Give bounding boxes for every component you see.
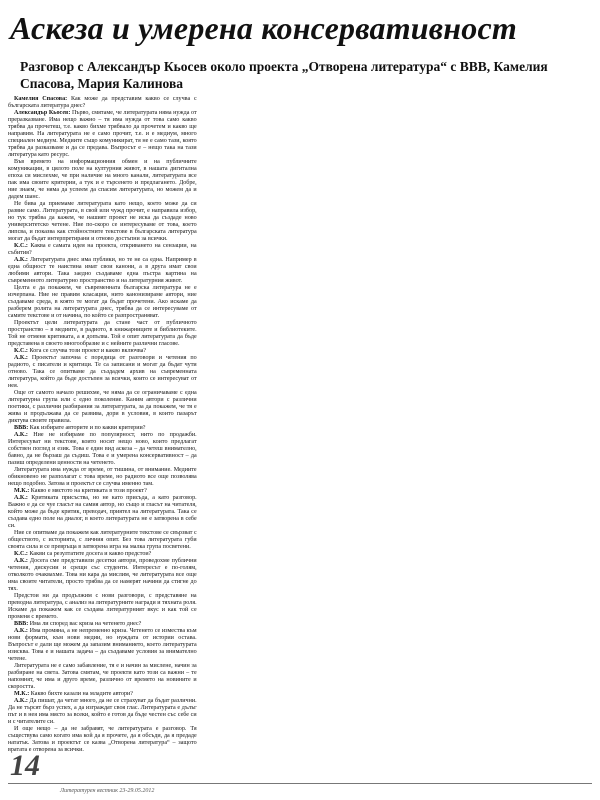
article-paragraph: [8, 663, 197, 691]
paragraph-text: Ние се опитваме да покажем как литературните текстове се свързват с обществото, с историята, с личния опит. Без това литературата губи своята сила и се превръща в затворена игра на малка група посветени.: [8, 530, 197, 550]
article-paragraph: [8, 159, 197, 201]
paragraph-text: Предстои ни да продължим с нови разговори, с представяне на преводна литература, с анализ на литературните награди и тяхната роля. Искаме да покажем как се създава литературният вкус и как той се променя с времето.: [8, 593, 197, 620]
article-paragraph: [8, 390, 197, 425]
paragraph-text: Каква е самата идея на проекта, откриването на сензации, на събития?: [8, 243, 197, 256]
article-paragraph: [8, 467, 197, 488]
footer-caption: Литературен вестник 23-29.05.2012: [60, 788, 155, 794]
article-paragraph: [8, 593, 197, 621]
article-deck: Разговор с Александър Кьосев около проекта „Отворена литература“ с ВВВ, Камелия Спасова, Мария Калинова: [20, 59, 548, 91]
article-paragraph: [8, 285, 197, 320]
paragraph-text: Целта е да покажем, че съвременната българска литература не е изчерпана. Ние не правим класации, нито канонизираме автори, ние създаваме среда, в която те могат да бъдат прочетени. Ако искаме да разберем ролята на литературата днес, трябва да се интересуваме от самите текстове и от начина, по който се разпространяват.: [8, 285, 197, 319]
article-paragraph: [8, 558, 197, 593]
page-number: 14: [10, 749, 40, 782]
speaker-label: ВВВ:: [14, 425, 29, 431]
paragraph-text: Какво бихте казали на младите автори?: [30, 691, 133, 697]
speaker-label: К.С.:: [14, 243, 28, 249]
article-paragraph: [8, 698, 197, 726]
article-paragraph: [8, 96, 197, 110]
article-paragraph: [8, 432, 197, 467]
article-paragraph: [8, 348, 197, 355]
footer-rule: [8, 783, 592, 784]
speaker-label: Александър Кьосев:: [14, 110, 71, 116]
article-paragraph: [8, 530, 197, 551]
article-paragraph: [8, 257, 197, 285]
speaker-label: Камелия Спасова:: [14, 96, 68, 102]
paragraph-text: Проектът започна с поредица от разговори и четения по радиото, с писатели и критици. Те са записани и могат да бъдат чути отново. Така се опитваме да създадем архив на съвременната литература, който да бъде достъпен за всички, които се интересуват от нея.: [8, 355, 197, 389]
paragraph-text: Какво е мястото на критиката в този проект?: [30, 488, 147, 494]
speaker-label: М.К.:: [14, 691, 30, 697]
article-paragraph: [8, 425, 197, 432]
paragraph-text: Първо, смятаме, че литературата няма нужда от преразказване. Има нещо важно – тя има нужда от това само какво трябва да прочетеш, т.е. какво бихме трябвало да прочетем и какво ще направим. На литературата не е само прочит, т.е. и е медиум, много специален медиум. Медиите също комуникират, тя не е само тази, която трябва да разказваме и да се предава. Въпросът е – нещо така на тази литература като ресурс.: [8, 110, 197, 158]
paragraph-text: И още нещо – да не забравят, че литературата е разговор. Тя съществува само когато има кой да я прочете, да я обсъди, да я предаде нататък. Затова и проектът се казва „Отворена литература“ – защото вратата е отворена за всички.: [8, 726, 197, 753]
article-body: [8, 96, 594, 776]
speaker-label: А.К.:: [14, 558, 28, 564]
article-headline: Аскеза и умерена консервативност: [10, 10, 517, 46]
article-paragraph: [8, 621, 197, 628]
article-paragraph: [8, 551, 197, 558]
paragraph-text: Ние не избираме по популярност, нито по продажби. Интересуват ни текстове, които носят нещо ново, които предлагат собствен поглед и език. Това е един вид аскеза – да четеш внимателно, бавно, да не бързаш да съдиш. Това е и умерена консервативност – да пазиш определени ценности на четенето.: [8, 432, 197, 466]
paragraph-text: Какви са резултатите досега и какво предстои?: [29, 551, 152, 557]
paragraph-text: Не бива да приемаме литературата като нещо, което може да си развие само. Литературата, в свой или чужд прочит, е направила избор, но тук трябва да кажем, че нашият проект не иска да създаде ново университетско четене. Ние по-скоро се интересуваме от това, което липсва, и показва как стойностните текстове в българската литература могат да бъдат интерпретирани и отново достъпни за всички.: [8, 201, 197, 242]
paragraph-text: Досега сме представили десетки автори, проведохме публични четения, дискусии и срещи със студенти. Интересът е по-голям, отколкото очаквахме. Това ни кара да мислим, че литературата все още има своите читатели, просто трябва да се намерят начини да стигне до тях.: [8, 558, 197, 592]
article-paragraph: [8, 110, 197, 159]
paragraph-text: Има промяна, а не непременно криза. Четенето се измества към нови формати, към нови медии, но нуждата от истории остава. Въпросът е дали ще можем да запазим вниманието, което литературата изисква. Това е и нашата задача – да създаваме условия за внимателно четене.: [8, 628, 197, 662]
paragraph-text: Да пишат, да четат много, да не се страхуват да бъдат различни. Да не търсят бърз успех, а да изграждат своя глас. Литературата е дълъг път и в нея има място за всеки, който е готов да бъде честен със себе си и с читателите си.: [8, 698, 197, 725]
paragraph-text: Критиката присъства, но не като присъда, а като разговор. Важно е да се чуе гласът на самия автор, но също и гласът на читателя, който може да бъде критик, преводач, приятел на литературата. Така се създава едно поле на диалог, в което литературата не е затворена в себе си.: [8, 495, 197, 529]
paragraph-text: Литературата днес има публики, но те не са една. Например в една общност те наистина имат свои канони, а в друга имат свои любими автори. Така заедно създаваме една пъстра картина на съвременното литературно пространство и на литературния живот.: [8, 257, 197, 284]
article-paragraph: [8, 201, 197, 243]
paragraph-text: Литературата не е само забавление, тя е и начин за мислене, начин за разбиране на света. Затова смятам, че проекти като този са важни – те напомнят, че има и друго време, различно от времето на новините и скоростта.: [8, 663, 197, 690]
article-paragraph: [8, 495, 197, 530]
paragraph-text: Има ли според вас криза на четенето днес?: [29, 621, 142, 627]
speaker-label: А.К.:: [14, 628, 28, 634]
speaker-label: М.К.:: [14, 488, 30, 494]
paragraph-text: Проектът цели литературата да стане част от публичното пространство – в медиите, в радиото, в книжарниците и библиотеките. Той не отменя критиката, а я допълва. Той е опит литературата да бъде представена в своето многообразие и с нейните различни гласове.: [8, 320, 197, 347]
article-paragraph: [8, 628, 197, 663]
speaker-label: А.К.:: [14, 432, 28, 438]
speaker-label: К.С.:: [14, 551, 28, 557]
article-paragraph: [8, 355, 197, 390]
speaker-label: ВВВ:: [14, 621, 29, 627]
paragraph-text: Литературата има нужда от време, от тишина, от внимание. Медиите обикновено не разполагат с това време, но радиото все още позволява нещо подобно. Затова и проектът се случва именно там.: [8, 467, 197, 487]
paragraph-text: Още от самото начало решихме, че няма да се ограничаваме с една литературна група или с едно поколение. Каним автори с различни поетики, с различни разбирания за литературата, за да покажем, че тя е жива и продължава да се развива, дори в условия, в които пазарът диктува своите правила.: [8, 390, 197, 424]
paragraph-text: Как избирате авторите и по какви критерии?: [29, 425, 146, 431]
speaker-label: К.С.:: [14, 348, 28, 354]
speaker-label: А.К.:: [14, 257, 28, 263]
paragraph-text: Кога се случва този проект и какво включва?: [29, 348, 147, 354]
article-paragraph: [8, 243, 197, 257]
article-paragraph: [8, 488, 197, 495]
paragraph-text: Във времето на информационния обмен и на публичните комуникации, в цялото поле на културния живот, в нашата дигитална епоха си мислехме, че при наличие на много канали, литературата все пак има своите критерии, а тук и е търсенето и предлагането. Добре, ние знаем, че няма да успеем да спасим литературата, но можем да и дадем шанс.: [8, 159, 197, 200]
article-paragraph: [8, 691, 197, 698]
article-paragraph: [8, 320, 197, 348]
speaker-label: А.К.:: [14, 355, 28, 361]
speaker-label: А.К.:: [14, 698, 28, 704]
speaker-label: А.К.:: [14, 495, 28, 501]
paragraph-text: Как може да представим какво се случва с българската литература днес?: [8, 96, 197, 109]
